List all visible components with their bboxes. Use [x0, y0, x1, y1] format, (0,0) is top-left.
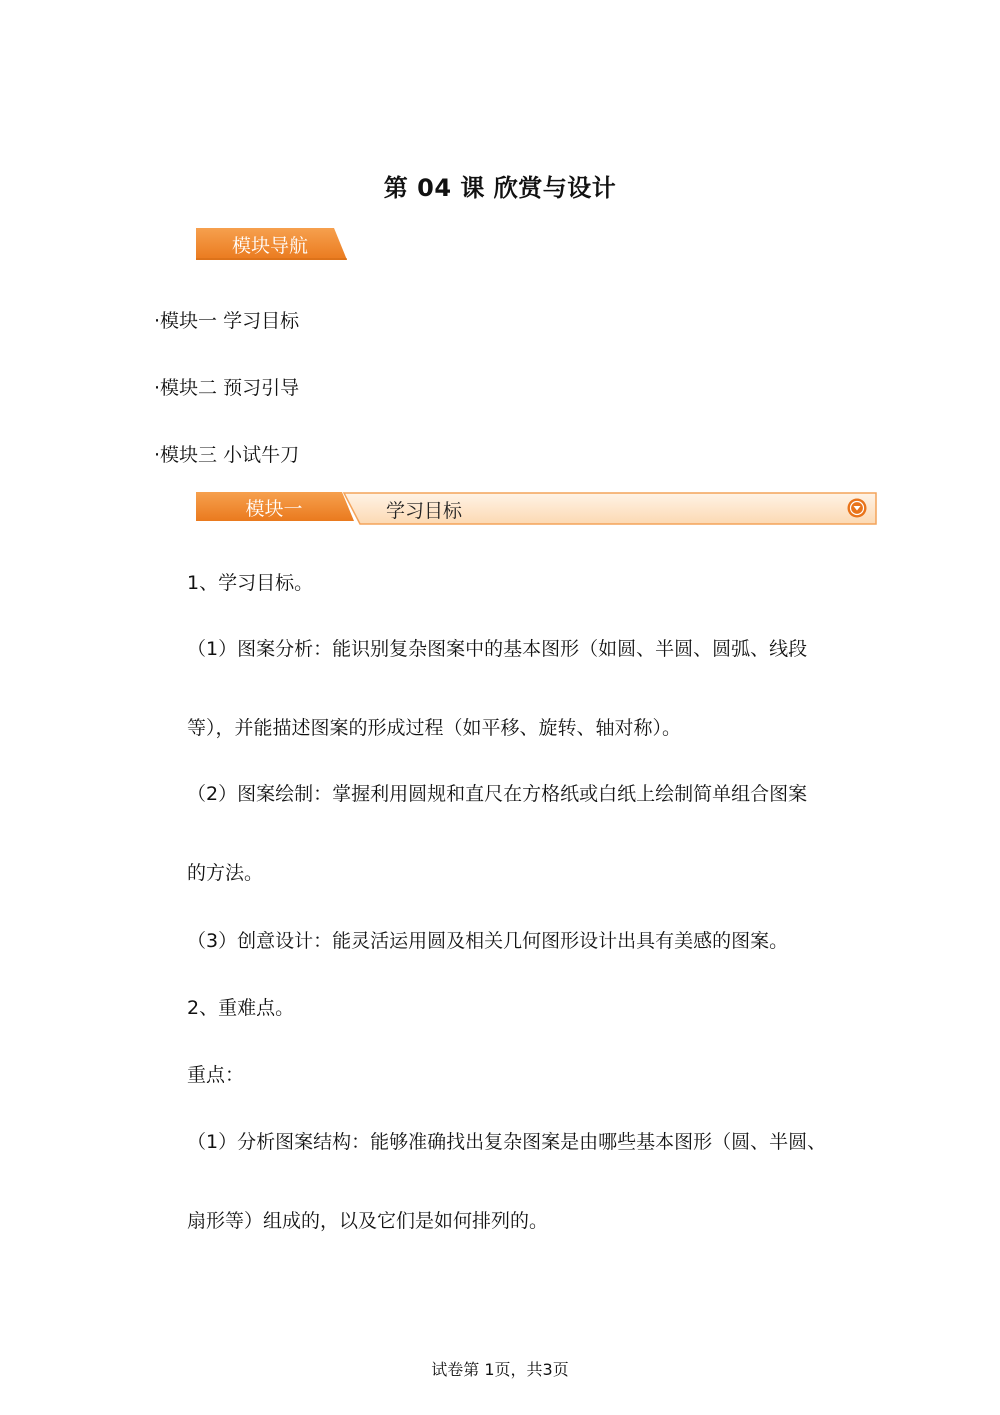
module-nav-label: 模块导航: [231, 235, 308, 257]
paragraph-goal-1-line-2: 等），并能描述图案的形成过程（如平移、旋转、轴对称）。: [187, 717, 682, 739]
paragraph-goal-2-line-1: （2）图案绘制：掌握利用圆规和直尺在方格纸或白纸上绘制简单组合图案: [187, 783, 808, 805]
paragraph-focus-1-line-2: 扇形等）组成的，以及它们是如何排列的。: [187, 1210, 549, 1232]
nav-item-module-1[interactable]: ·模块一 学习目标: [154, 310, 300, 332]
paragraph-goal-3: （3）创意设计：能灵活运用圆及相关几何图形设计出具有美感的图案。: [187, 930, 789, 952]
paragraph-learning-goals-heading: 1、学习目标。: [187, 572, 314, 594]
page-footer: 试卷第 1页，共3页: [431, 1360, 569, 1379]
chevron-down-circle-icon[interactable]: [847, 498, 867, 518]
page-title: 第 04 课 欣赏与设计: [383, 174, 617, 202]
module-nav-banner: [196, 228, 348, 260]
paragraph-focus-1-line-1: （1）分析图案结构：能够准确找出复杂图案是由哪些基本图形（圆、半圆、: [187, 1131, 827, 1153]
paragraph-key-points-heading: 2、重难点。: [187, 997, 295, 1019]
paragraph-goal-1-line-1: （1）图案分析：能识别复杂图案中的基本图形（如圆、半圆、圆弧、线段: [187, 638, 808, 660]
paragraph-goal-2-line-2: 的方法。: [187, 862, 264, 884]
nav-item-module-3[interactable]: ·模块三 小试牛刀: [154, 444, 300, 466]
module-header-bar: [196, 491, 880, 527]
paragraph-focus-label: 重点：: [187, 1064, 245, 1086]
module-tag: 模块一: [245, 498, 303, 520]
nav-item-module-2[interactable]: ·模块二 预习引导: [154, 377, 300, 399]
module-name: 学习目标: [386, 500, 463, 522]
